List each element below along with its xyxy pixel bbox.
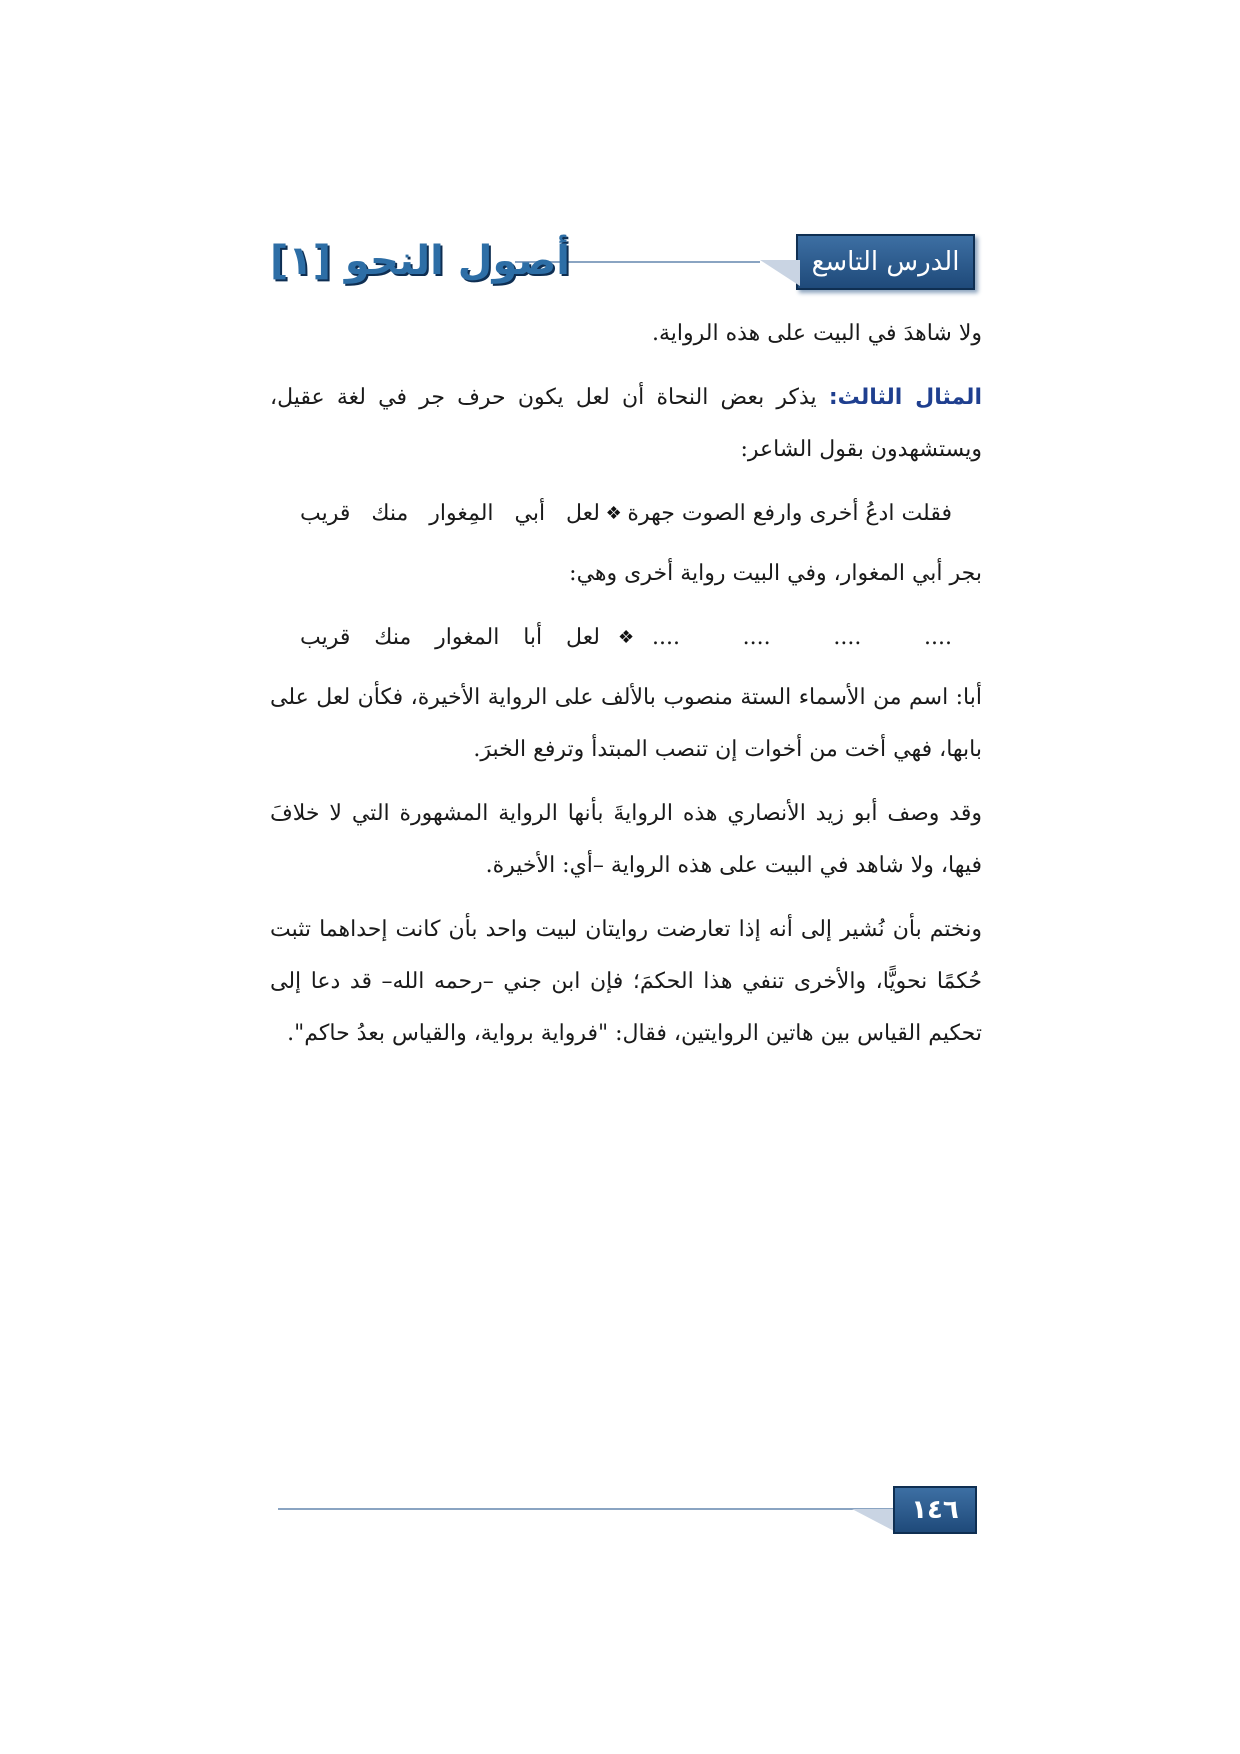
- verse-word: منك: [374, 625, 412, 650]
- verse-word: أبا: [523, 625, 543, 650]
- verse-word: لعل: [566, 501, 600, 526]
- paragraph-5: وقد وصف أبو زيد الأنصاري هذه الروايةَ بأنها الرواية المشهورة التي لا خلافَ فيها، ولا شاهد في البيت على هذه الرواية –أي: الأخيرة.: [270, 801, 982, 878]
- page-number: ١٤٦: [893, 1486, 977, 1534]
- lesson-badge: الدرس التاسع: [796, 234, 975, 290]
- verse-word: قريب: [300, 501, 351, 526]
- paragraph-4: أبا: اسم من الأسماء الستة منصوب بالألف على الرواية الأخيرة، فكأن لعل على بابها، فهي أخت من أخوات إن تنصب المبتدأ وترفع الخبرَ.: [270, 685, 982, 762]
- verse-2-second-hemistich: [300, 612, 600, 664]
- verse-ellipsis: ....: [833, 625, 862, 650]
- verse-word: أبي: [514, 501, 546, 526]
- example-label: المثال الثالث:: [828, 385, 982, 410]
- verse-separator-icon: ❖: [617, 627, 635, 648]
- verse-word: المغوار: [435, 625, 500, 650]
- paragraph-1: ولا شاهدَ في البيت على هذه الرواية.: [652, 321, 982, 346]
- verse-1: [270, 488, 982, 540]
- paragraph-2-text: يذكر بعض النحاة أن لعل يكون حرف جر في لغة عقيل، ويستشهدون بقول الشاعر:: [270, 385, 982, 462]
- verse-separator-icon: ❖: [605, 503, 622, 524]
- verse-2-first-hemistich: [652, 612, 952, 664]
- footer-divider: [278, 1508, 898, 1510]
- page-header: [270, 232, 975, 290]
- verse-word: لعل: [566, 625, 601, 650]
- paragraph-6: ونختم بأن نُشير إلى أنه إذا تعارضت روايتان لبيت واحد بأن كانت إحداهما تثبت حُكمًا نحويًّا، والأخرى تنفي هذا الحكمَ؛ فإن ابن جني –رحمه الله– قد دعا إلى تحكيم القياس بين هاتين الروايتين، فقال: "فرواية برواية، والقياس بعدُ حاكم".: [270, 917, 982, 1046]
- footer-wedge: [852, 1509, 894, 1531]
- lesson-badge-wedge: [760, 260, 800, 286]
- verse-1-second-hemistich: [300, 488, 600, 540]
- verse-ellipsis: ....: [652, 625, 680, 650]
- verse-word: قريب: [300, 625, 351, 650]
- verse-1-first-hemistich: فقلت ادعُ أخرى وارفع الصوت جهرة: [627, 501, 952, 526]
- page-title: أصول النحو [١]: [270, 238, 570, 284]
- verse-ellipsis: ....: [742, 625, 771, 650]
- verse-word: المِغوار: [429, 501, 494, 526]
- page-content: [270, 308, 982, 1072]
- verse-2: [270, 612, 982, 664]
- paragraph-3: بجر أبي المغوار، وفي البيت رواية أخرى وهي:: [569, 561, 982, 586]
- verse-ellipsis: ....: [924, 625, 952, 650]
- verse-word: منك: [371, 501, 409, 526]
- paragraph-2: [270, 372, 982, 476]
